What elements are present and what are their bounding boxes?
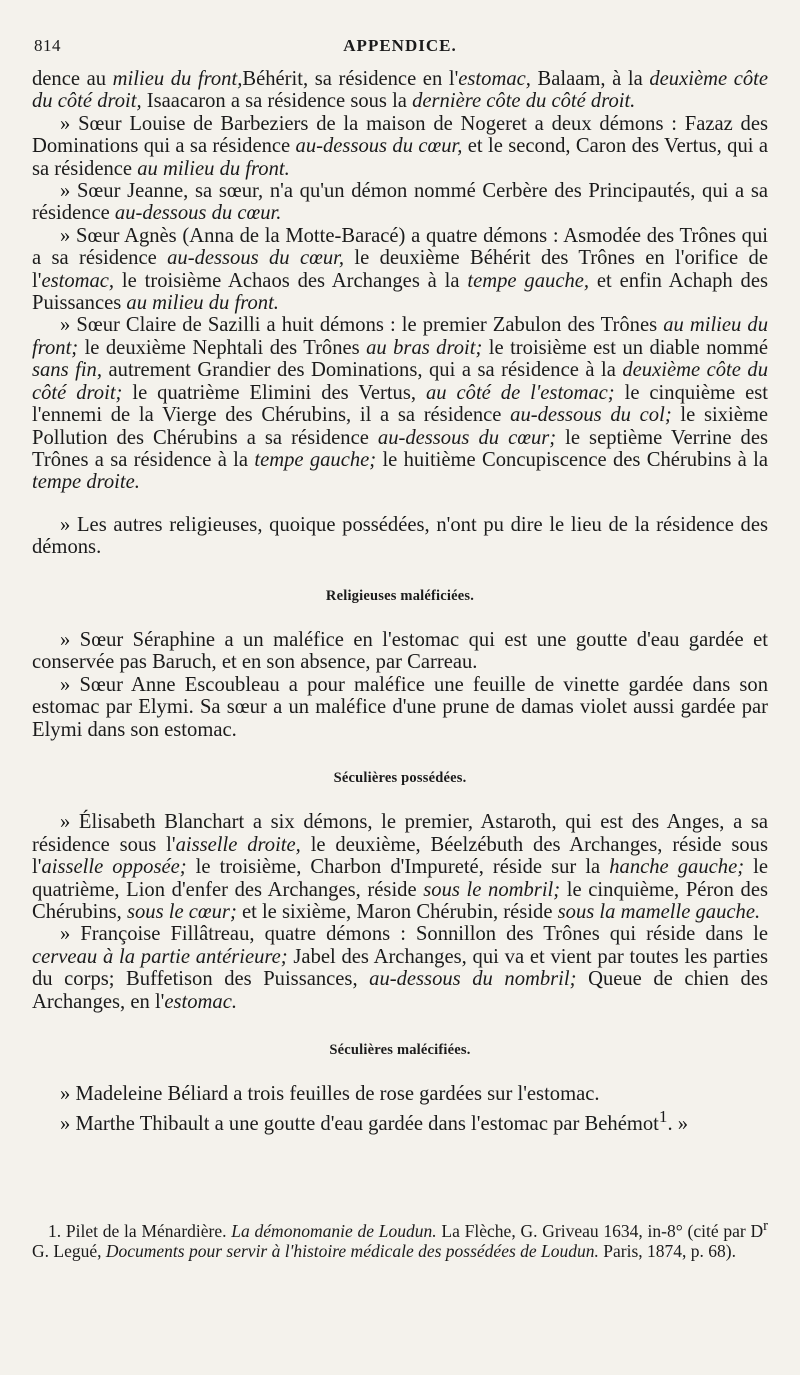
text-run: » Françoise Fillâtreau, quatre démons : Sonnillon des Trônes qui réside dans le	[60, 923, 768, 946]
main-text	[32, 68, 768, 1135]
text-run: le quatrième Elimini des Vertus,	[122, 381, 426, 404]
italic-run: au-dessous du cœur;	[377, 426, 557, 449]
italic-run: deuxième côte du côté droit;	[32, 359, 768, 404]
text-run: » Madeleine Béliard a trois feuilles de rose gardées sur l'estomac.	[60, 1083, 600, 1106]
italic-run: estomac,	[41, 269, 115, 292]
text-run: le cinquième, Péron des Chérubins,	[32, 878, 768, 923]
italic-run: au-dessous du nombril;	[369, 968, 577, 991]
italic-run: deuxième côte du côté droit,	[32, 68, 769, 113]
text-run: » Élisabeth Blanchart a six démons, le premier, Astaroth, qui est des Anges, a sa résidence sous l'	[32, 811, 768, 856]
text-run: Isaacaron a sa résidence sous la	[141, 90, 413, 113]
page-number: 814	[34, 36, 61, 55]
text-run: le deuxième, Béelzébuth des Archanges, réside sous l'	[32, 833, 768, 879]
italic-run: estomac,	[458, 68, 531, 90]
italic-run: au milieu du front.	[137, 157, 290, 180]
text-run: 1. Pilet de la Ménardière.	[48, 1220, 232, 1241]
text-run: . »	[667, 1112, 689, 1135]
paragraph-jeanne	[32, 180, 768, 225]
text-run: le quatrième, Lion d'enfer des Archanges, réside	[32, 856, 768, 901]
italic-run: au-dessous du cœur,	[167, 247, 345, 270]
text-run: et le sixième, Maron Chérubin, réside	[236, 901, 558, 923]
text-run: » Sœur Agnès (Anna de la Motte-Baracé) a quatre démons : Asmodée des Trônes qui a sa résidence	[32, 224, 768, 270]
italic-run: dernière côte du côté droit.	[412, 90, 636, 113]
section-heading-seculieres-malecifiees: Séculières malécifiées.	[329, 1042, 471, 1059]
italic-run: hanche gauche;	[609, 856, 745, 879]
text-run: Queue de chien des Archanges, en l'	[32, 968, 768, 1013]
italic-run: sous la mamelle gauche.	[557, 901, 761, 923]
running-header	[34, 36, 766, 64]
running-title: APPENDICE.	[343, 36, 457, 55]
spacer	[32, 494, 768, 514]
footnote-marker: 1	[658, 1106, 668, 1126]
paragraph-agnes	[32, 225, 768, 315]
paragraph-continuation	[32, 68, 768, 113]
text-run: La Flèche, G. Griveau 1634, in-8° (cité par D	[436, 1220, 764, 1241]
italic-run: La démonomanie de Loudun.	[231, 1220, 437, 1241]
text-run: le deuxième Béhérit des Trônes en l'orifice de l'	[32, 247, 768, 292]
text-run: Béhérit, sa résidence en l'	[242, 68, 459, 90]
italic-run: au milieu du front.	[126, 292, 279, 315]
italic-run: sous le nombril;	[423, 878, 561, 901]
italic-run: au milieu du front;	[32, 314, 768, 359]
text-run: dence au	[32, 68, 113, 90]
paragraph-seraphine	[32, 629, 768, 674]
italic-run: sous le cœur;	[126, 901, 237, 923]
text-run: » Sœur Jeanne, sa sœur, n'a qu'un démon nommé Cerbère des Principautés, qui a sa résidence	[32, 180, 768, 225]
text-run: et enfin Achaph des Puissances	[32, 269, 769, 315]
italic-run: au-dessous du col;	[510, 404, 672, 427]
text-run: le deuxième Nephtali des Trônes	[78, 336, 367, 359]
italic-run: aisselle opposée;	[41, 856, 187, 879]
paragraph-elisabeth	[32, 811, 768, 923]
text-run: Jabel des Archanges, qui va et vient par toutes les parties du corps; Buffetison des Puissances,	[32, 945, 768, 991]
italic-run: au bras droit;	[366, 336, 483, 359]
italic-run: cerveau à la partie antérieure;	[32, 945, 288, 968]
text-run: » Marthe Thibault a une goutte d'eau gardée dans l'estomac par Behémot	[60, 1112, 659, 1135]
section-heading-seculieres-possedees: Séculières possédées.	[333, 769, 467, 786]
italic-run: tempe gauche;	[254, 448, 377, 471]
text-run: autrement Grandier des Dominations, qui a sa résidence à la	[102, 359, 623, 382]
text-run: Paris, 1874, p. 68).	[598, 1240, 736, 1261]
italic-run: au-dessous du cœur.	[114, 202, 282, 225]
footnote	[32, 1216, 768, 1261]
paragraph-marthe	[32, 1106, 768, 1135]
text-run: le sixième Pollution des Chérubins a sa résidence	[32, 404, 769, 449]
text-run: » Sœur Louise de Barbeziers de la maison de Nogeret a deux démons : Fazaz des Dominations qui a sa résidence	[32, 112, 768, 158]
italic-run: Documents pour servir à l'histoire médicale des possédées de Loudun.	[105, 1240, 599, 1261]
italic-run: estomac.	[164, 990, 238, 1013]
text-run: » Sœur Anne Escoubleau a pour maléfice une feuille de vinette gardée dans son estomac par Elymi. Sa sœur a un maléfice d'une prune de damas violet aussi gardée par Elymi dans son estomac.	[32, 673, 768, 741]
italic-run: tempe droite.	[32, 471, 140, 494]
text-run: » Sœur Séraphine a un maléfice en l'estomac qui est une goutte d'eau gardée et conservée pas Baruch, et en son absence, par Carreau.	[32, 628, 768, 674]
text-run: le troisième Achaos des Archanges à la	[114, 269, 468, 292]
paragraph-louise	[32, 113, 768, 180]
italic-run: au côté de l'estomac;	[425, 381, 615, 404]
paragraph-madeleine	[32, 1083, 768, 1105]
italic-run: milieu du front,	[112, 68, 243, 90]
italic-run: au-dessous du cœur,	[295, 135, 463, 158]
footnote-marker: r	[763, 1218, 769, 1234]
text-run: le cinquième est l'ennemi de la Vierge des Chérubins, il a sa résidence	[32, 381, 769, 427]
paragraph-autres	[32, 514, 768, 559]
italic-run: aisselle droite,	[175, 833, 301, 856]
italic-run: sans fin,	[32, 359, 103, 382]
text-run: » Les autres religieuses, quoique possédées, n'ont pu dire le lieu de la résidence des démons.	[32, 513, 768, 559]
text-run: le septième Verrine des Trônes a sa résidence à la	[32, 426, 768, 471]
text-run: » Sœur Claire de Sazilli a huit démons : le premier Zabulon des Trônes	[60, 314, 664, 337]
text-run: Balaam, à la	[530, 68, 650, 90]
text-run: le troisième est un diable nommé	[482, 336, 768, 359]
section-heading-religieuses-maleficiees: Religieuses maléficiées.	[325, 587, 475, 604]
text-run: le huitième Concupiscence des Chérubins à la	[376, 448, 768, 471]
text-run: et le second, Caron des Vertus, qui a sa résidence	[32, 135, 768, 180]
text-run: le troisième, Charbon d'Impureté, réside sur la	[186, 856, 610, 879]
paragraph-francoise	[32, 923, 768, 1013]
paragraph-anne	[32, 674, 768, 741]
text-run: G. Legué,	[32, 1240, 106, 1261]
paragraph-claire	[32, 314, 768, 493]
footnote-text	[32, 1216, 768, 1261]
italic-run: tempe gauche,	[467, 269, 590, 292]
